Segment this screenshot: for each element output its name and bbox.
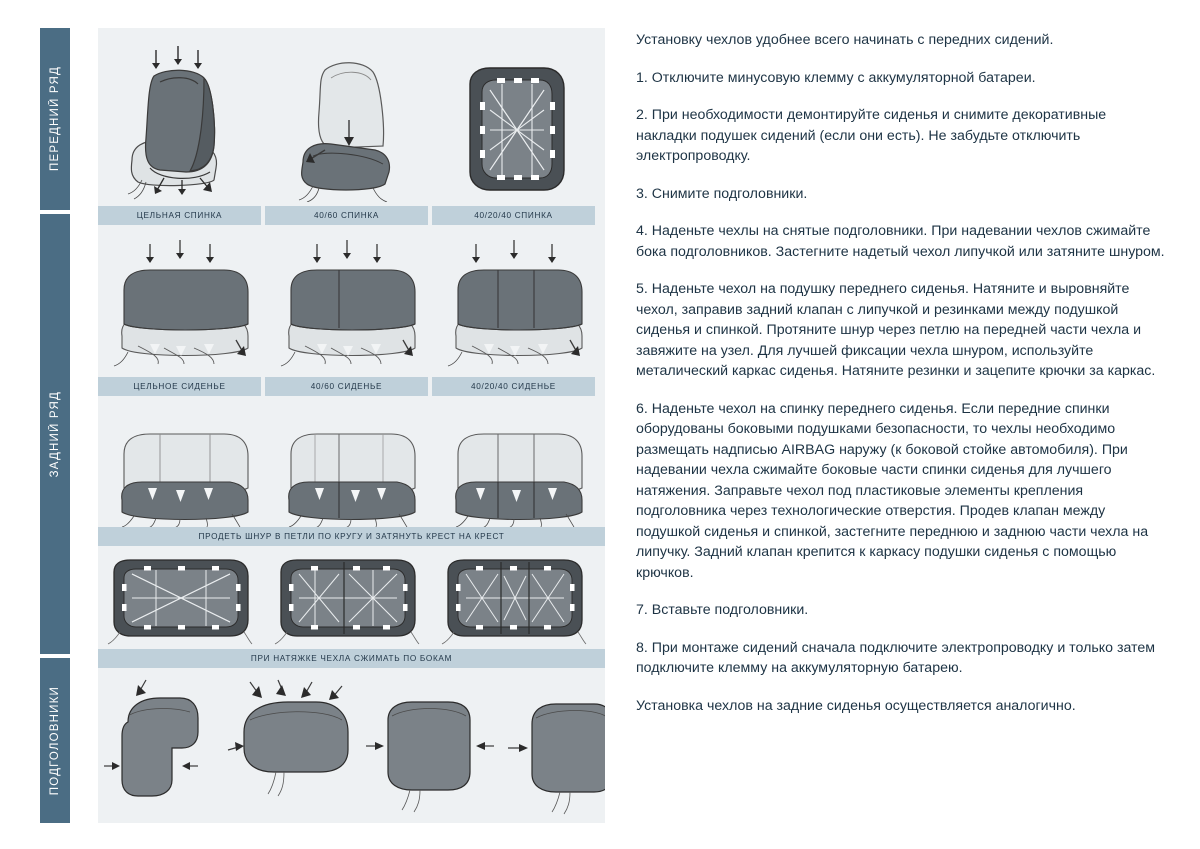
instruction-step-6: 6. Наденьте чехол на спинку переднего сиденья. Если передние спинки оборудованы боковыми подушками безопасности, то чехлы необходимо размещать надписью AIRBAG наружу (к боковой стойке автомобиля). При надевании чехла сжимайте боковые части спинки сиденья для лучшего натяжения. Заправьте чехол под пластиковые элементы крепления подголовника через технологические отверстия. Продев клапан между подушкой сиденья и спинкой, застегните переднюю и заднюю части чехла на липучку. Задний клапан крепится к каркасу подушки сиденья с помощью крючков.: [636, 400, 1149, 581]
illustration-front-backrest: [98, 34, 261, 202]
section-tab-rear-row: [40, 214, 70, 654]
section-tab-headrests: [40, 658, 70, 823]
section-tab-rear-row-label: ЗАДНИЙ РЯД: [49, 390, 61, 478]
caption-backrest-40-20-40: 40/20/40 СПИНКА: [432, 206, 595, 225]
illustration-lacing-40-20-40: [432, 550, 595, 648]
caption-seat-40-60: 40/60 СИДЕНЬЕ: [265, 377, 428, 396]
illustration-lacing-solid: [98, 550, 261, 648]
caption-band-backrests: [98, 206, 605, 225]
instruction-step-3: 3. Снимите подголовники.: [636, 185, 808, 202]
illustration-front-cushion: [265, 34, 428, 202]
caption-band-headrests: [98, 649, 605, 668]
front-row-illustrations: [98, 34, 605, 202]
rear-seat-illustrations: [98, 400, 605, 528]
caption-backrest-solid: ЦЕЛЬНАЯ СПИНКА: [98, 206, 261, 225]
caption-band-lacing: [98, 527, 605, 546]
illustration-rear-seat-40-60: [265, 400, 428, 528]
rear-backrest-illustrations: [98, 228, 605, 388]
caption-band-seats: [98, 377, 605, 396]
section-tab-front-row: [40, 28, 70, 210]
caption-seat-solid: ЦЕЛЬНОЕ СИДЕНЬЕ: [98, 377, 261, 396]
instruction-step-1: 1. Отключите минусовую клемму с аккумуляторной батареи.: [636, 69, 1036, 86]
illustration-lacing-40-60: [265, 550, 428, 648]
diagram-panel: [40, 28, 605, 823]
instruction-step-4: 4. Наденьте чехлы на снятые подголовники. При надевании чехлов сжимайте бока подголовников. Застегните надетый чехол липучкой или затяните шнуром.: [636, 223, 1165, 260]
headrest-illustrations: [98, 676, 605, 816]
instruction-step-8: 8. При монтаже сидений сначала подключите электропроводку и только затем подключите клемму на аккумуляторную батарею.: [636, 639, 1156, 676]
illustration-rear-backrest-40-20-40: [432, 228, 595, 388]
illustration-rear-seat-40-20-40: [432, 400, 595, 528]
section-tab-front-row-label: ПЕРЕДНИЙ РЯД: [49, 66, 61, 172]
instruction-step-7: 7. Вставьте подголовники.: [636, 602, 809, 618]
instructions-panel: [636, 30, 1166, 716]
illustration-headrests: [98, 676, 605, 816]
instructions-outro: Установка чехлов на задние сиденья осуществляется аналогично.: [636, 697, 1076, 714]
instruction-step-2: 2. При необходимости демонтируйте сиденья и снимите декоративные накладки подушек сидений (если они есть). Не забудьте отключить электропроводку.: [636, 107, 1107, 164]
instruction-step-5: 5. Наденьте чехол на подушку переднего сиденья. Натяните и выровняйте чехол, заправив задний клапан с липучкой и резинками между подушкой сиденья и спинкой. Протяните шнур через петлю на передней части чехла и завяжите на узел. Для лучшей фиксации чехла шнуром, используйте металический каркас сиденья. Натяните резинки и зацепите крючки за каркас.: [636, 281, 1156, 379]
caption-headrest-squeeze: ПРИ НАТЯЖКЕ ЧЕХЛА СЖИМАТЬ ПО БОКАМ: [98, 649, 605, 668]
illustration-rear-backrest-solid: [98, 228, 261, 388]
illustration-front-lacing-underside: [432, 34, 595, 202]
caption-backrest-40-60: 40/60 СПИНКА: [265, 206, 428, 225]
illustration-rear-backrest-40-60: [265, 228, 428, 388]
diagram-area: [98, 28, 605, 823]
illustration-rear-seat-solid: [98, 400, 261, 528]
instructions-intro: Установку чехлов удобнее всего начинать с передних сидений.: [636, 32, 1054, 48]
caption-seat-40-20-40: 40/20/40 СИДЕНЬЕ: [432, 377, 595, 396]
caption-lacing: ПРОДЕТЬ ШНУР В ПЕТЛИ ПО КРУГУ И ЗАТЯНУТЬ КРЕСТ НА КРЕСТ: [98, 527, 605, 546]
section-tab-headrests-label: ПОДГОЛОВНИКИ: [49, 685, 61, 796]
lacing-illustrations: [98, 550, 605, 648]
